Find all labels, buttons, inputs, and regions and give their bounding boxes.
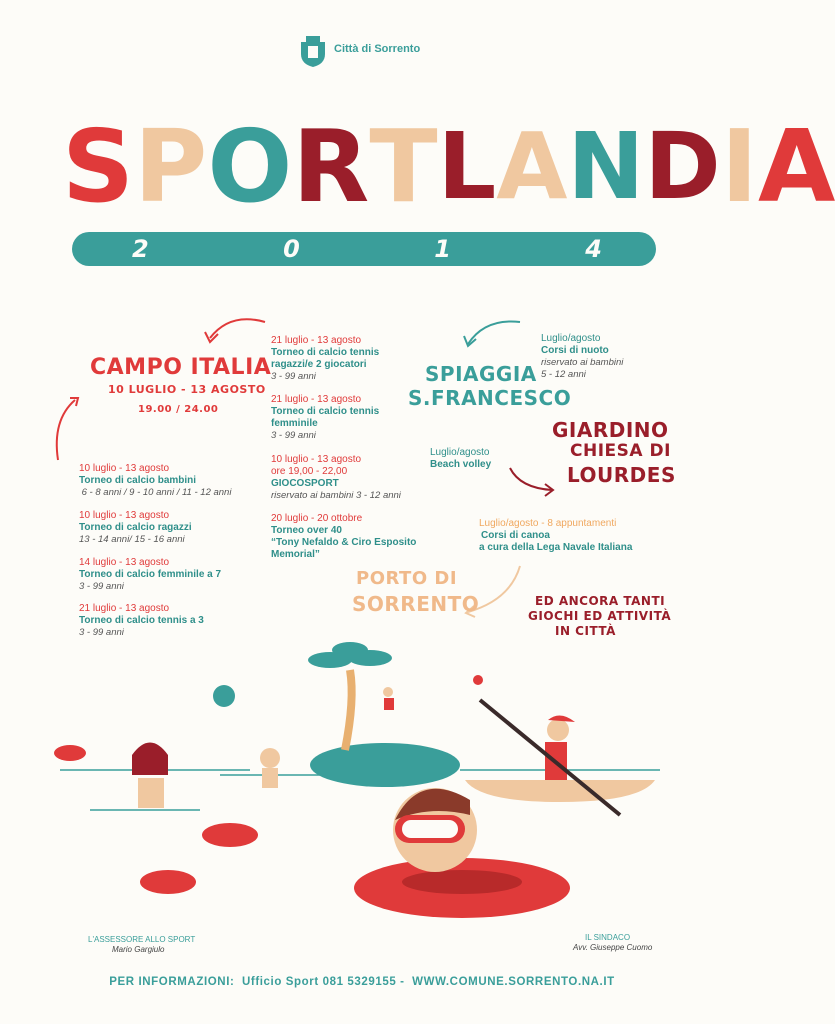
year-digit: 0	[283, 235, 300, 263]
year-digit: 4	[585, 235, 602, 263]
event-title: GIOCOSPORT	[271, 478, 339, 489]
event-date: 10 luglio - 13 agosto	[79, 510, 170, 521]
event-sub: a cura della Lega Navale Italiana	[479, 542, 633, 553]
title-letter: D	[644, 113, 721, 220]
event-item	[79, 557, 221, 593]
event-volley	[430, 447, 491, 471]
campo-italia-title: CAMPO ITALIA	[90, 355, 272, 380]
campo-italia-dates: 10 LUGLIO - 13 AGOSTO	[108, 383, 266, 396]
event-title: Torneo di calcio ragazzi	[79, 522, 192, 533]
signature-right-name: Avv. Giuseppe Cuomo	[573, 943, 653, 952]
event-title: Torneo di calcio tennis a 3	[79, 615, 204, 626]
spiaggia-line1: SPIAGGIA	[425, 362, 537, 386]
year-digit: 1	[434, 235, 451, 263]
title-letter: A	[758, 108, 835, 225]
event-date: 21 luglio - 13 agosto	[271, 394, 362, 405]
giardino-line2: CHIESA DI	[570, 441, 671, 461]
event-date: Luglio/agosto	[541, 333, 601, 344]
event-item	[271, 335, 379, 383]
spiaggia-line2: S.FRANCESCO	[408, 386, 572, 410]
event-age: 3 - 99 anni	[271, 371, 316, 382]
event-title: Corsi di canoa	[481, 530, 550, 541]
porto-line1: PORTO DI	[356, 568, 458, 589]
signature-left-role: L'ASSESSORE ALLO SPORT	[88, 935, 196, 944]
event-date: 21 luglio - 13 agosto	[271, 335, 362, 346]
event-age: riservato ai bambini 3 - 12 anni	[271, 490, 401, 501]
event-nuoto	[541, 333, 623, 381]
event-item	[79, 463, 231, 499]
event-date: 10 luglio - 13 agosto	[271, 454, 362, 465]
event-title2: femminile	[271, 418, 318, 429]
title-letter: P	[134, 108, 208, 225]
event-item	[79, 510, 192, 546]
event-title3: Memorial”	[271, 549, 320, 560]
year-digit: 2	[132, 235, 149, 263]
event-title: Corsi di nuoto	[541, 345, 609, 356]
event-title: Torneo over 40	[271, 525, 342, 536]
ancora-line3: IN CITTÀ	[555, 624, 616, 638]
event-title: Torneo di calcio tennis	[271, 406, 380, 417]
event-age: 3 - 99 anni	[79, 581, 124, 592]
event-title: Torneo di calcio bambini	[79, 475, 197, 486]
ancora-line2: GIOCHI ED ATTIVITÀ	[528, 609, 672, 623]
title-letter: L	[437, 113, 497, 220]
event-age: 3 - 99 anni	[79, 627, 124, 638]
campo-italia-hours: 19.00 / 24.00	[138, 404, 219, 415]
title-letter: A	[496, 113, 568, 220]
event-item	[271, 394, 379, 442]
title-letter: N	[567, 113, 645, 220]
event-item	[271, 454, 401, 502]
title-letter: S	[62, 108, 135, 225]
title-letter: R	[292, 108, 370, 225]
title-letter: T	[369, 108, 438, 225]
crest-label: Città di Sorrento	[334, 43, 421, 55]
event-title2: ragazzi/e 2 giocatori	[271, 359, 367, 370]
event-date: 21 luglio - 13 agosto	[79, 603, 170, 614]
event-canoa	[479, 518, 632, 554]
event-date: Luglio/agosto - 8 appuntamenti	[479, 518, 617, 529]
event-sub: riservato ai bambini	[541, 357, 624, 368]
event-age: 5 - 12 anni	[541, 369, 586, 380]
title-letter: O	[207, 108, 293, 225]
event-date: 20 luglio - 20 ottobre	[271, 513, 363, 524]
event-age: 6 - 8 anni / 9 - 10 anni / 11 - 12 anni	[79, 487, 232, 498]
event-title: Beach volley	[430, 459, 492, 470]
event-date2: ore 19,00 - 22,00	[271, 466, 348, 477]
event-date: 10 luglio - 13 agosto	[79, 463, 170, 474]
signature-left-name: Mario Gargiulo	[112, 945, 165, 954]
giardino-line3: LOURDES	[567, 463, 676, 487]
event-item	[271, 513, 416, 561]
title-letter: I	[720, 108, 758, 225]
beach-illustration	[0, 630, 724, 930]
event-title2: “Tony Nefaldo & Ciro Esposito	[271, 537, 417, 548]
event-title: Torneo di calcio femminile a 7	[79, 569, 222, 580]
event-date: 14 luglio - 13 agosto	[79, 557, 170, 568]
ancora-line1: ED ANCORA TANTI	[535, 594, 666, 608]
event-title: Torneo di calcio tennis	[271, 347, 380, 358]
event-age: 3 - 99 anni	[271, 430, 316, 441]
porto-line2: SORRENTO	[352, 592, 480, 616]
giardino-line1: GIARDINO	[552, 418, 669, 442]
footer-info: PER INFORMAZIONI: Ufficio Sport 081 5329155 - WWW.COMUNE.SORRENTO.NA.IT	[109, 976, 615, 988]
signature-right-role: IL SINDACO	[585, 933, 631, 942]
event-date: Luglio/agosto	[430, 447, 490, 458]
event-age: 13 - 14 anni/ 15 - 16 anni	[79, 534, 185, 545]
